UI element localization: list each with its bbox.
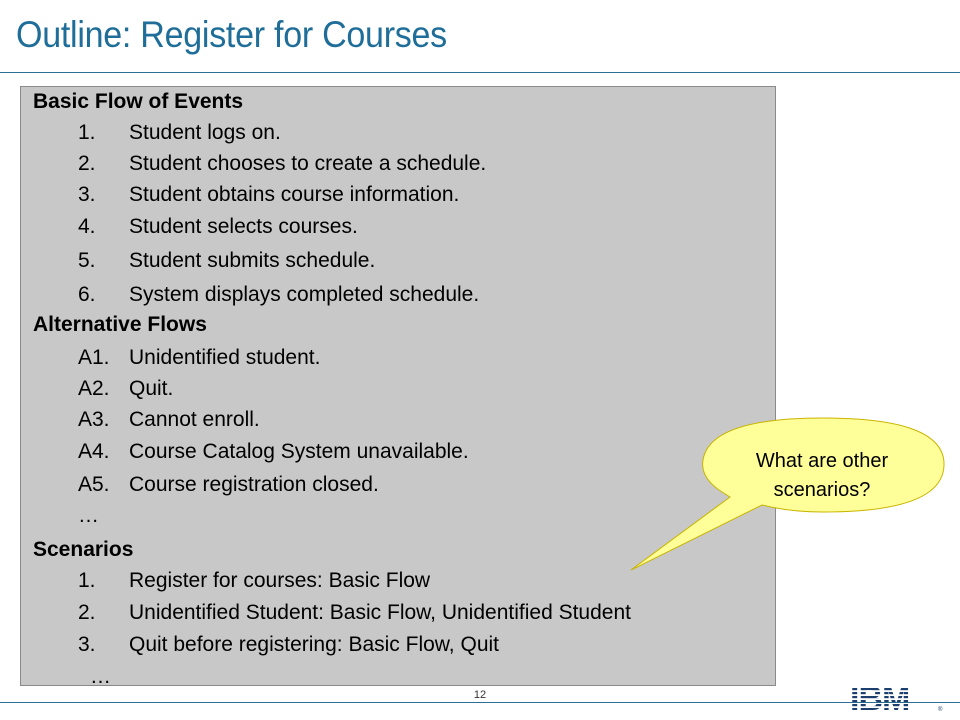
alt-ellipsis: …	[78, 504, 99, 527]
basic-item-num: 3.	[78, 183, 96, 206]
basic-item-text: Student chooses to create a schedule.	[129, 152, 487, 175]
scenario-item-num: 2.	[78, 601, 96, 624]
callout-line: What are other	[755, 450, 889, 472]
basic-item-num: 5.	[78, 249, 96, 272]
basic-item-text: Student logs on.	[129, 121, 281, 144]
alt-item-text: Course Catalog System unavailable.	[129, 440, 469, 463]
callout-line: scenarios?	[773, 479, 871, 501]
scenario-item-text: Unidentified Student: Basic Flow, Unidentified Student	[129, 601, 631, 624]
scenario-item-text: Quit before registering: Basic Flow, Quit	[129, 633, 499, 656]
scenario-item-num: 1.	[78, 569, 96, 592]
alt-item-num: A3.	[78, 408, 110, 431]
svg-text:®: ®	[938, 707, 943, 713]
basic-item-text: Student submits schedule.	[129, 249, 376, 272]
basic-item-text: System displays completed schedule.	[129, 283, 480, 306]
page-number: 12	[473, 689, 487, 701]
callout-text	[712, 447, 932, 505]
alt-item-text: Quit.	[129, 377, 174, 400]
alt-item-text: Cannot enroll.	[129, 408, 260, 431]
basic-item-num: 6.	[78, 283, 96, 306]
basic-item-text: Student selects courses.	[129, 215, 358, 238]
scenario-item-text: Register for courses: Basic Flow	[129, 569, 431, 592]
basic-item-num: 4.	[78, 215, 96, 238]
alt-item-text: Course registration closed.	[129, 473, 379, 496]
scenario-item-num: 3.	[78, 633, 96, 656]
scenarios-ellipsis: …	[90, 665, 111, 688]
slide-title: Outline: Register for Courses	[16, 14, 447, 55]
basic-flow-heading: Basic Flow of Events	[33, 90, 244, 113]
svg-text:IBM: IBM	[850, 680, 910, 715]
basic-item-num: 1.	[78, 121, 96, 144]
alt-item-num: A2.	[78, 377, 110, 400]
alt-item-num: A4.	[78, 440, 110, 463]
ibm-logo-icon	[850, 680, 945, 715]
alt-item-num: A1.	[78, 346, 110, 369]
scenarios-heading: Scenarios	[33, 538, 134, 561]
alt-item-text: Unidentified student.	[129, 346, 321, 369]
footer-divider	[0, 702, 960, 703]
basic-item-text: Student obtains course information.	[129, 183, 460, 206]
alt-item-num: A5.	[78, 473, 110, 496]
basic-item-num: 2.	[78, 152, 96, 175]
alternative-flows-heading: Alternative Flows	[33, 313, 207, 336]
